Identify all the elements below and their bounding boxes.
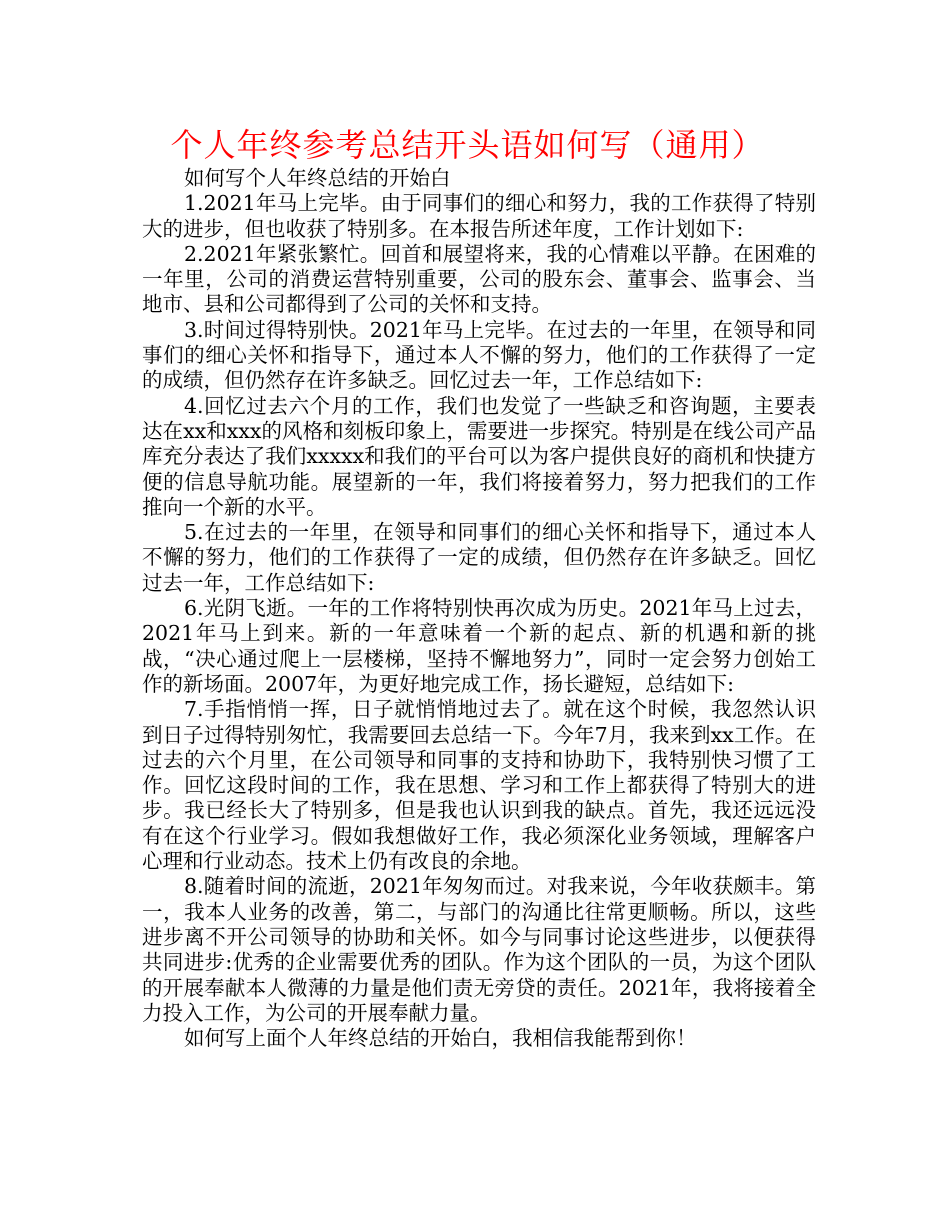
paragraph-7: 7.手指悄悄一挥，日子就悄悄地过去了。就在这个时候，我忽然认识到日子过得特别匆忙，我需要回去总结一下。今年7月，我来到xx工作。在过去的六个月里，在公司领导和同事的支持和协助下，我特别快习惯了工作。回忆这段时间的工作，我在思想、学习和工作上都获得了特别大的进步。我已经长大了特别多，但是我也认识到我的缺点。首先，我还远远没有在这个行业学习。假如我想做好工作，我必须深化业务领域，理解客户心理和行业动态。技术上仍有改良的余地。 [142, 697, 816, 874]
document-title: 个人年终参考总结开头语如何写（通用） [170, 126, 765, 164]
intro-paragraph: 如何写个人年终总结的开始白 [184, 166, 451, 190]
paragraph-8: 8.随着时间的流逝，2021年匆匆而过。对我来说，今年收获颇丰。第一，我本人业务的改善，第二，与部门的沟通比往常更顺畅。所以，这些进步离不开公司领导的协助和关怀。如今与同事讨论这些进步，以便获得共同进步:优秀的企业需要优秀的团队。作为这个团队的一员，为这个团队的开展奉献本人微薄的力量是他们责无旁贷的责任。2021年，我将接着全力投入工作，为公司的开展奉献力量。 [142, 874, 816, 1025]
closing-paragraph: 如何写上面个人年终总结的开始白，我相信我能帮到你！ [184, 1026, 697, 1051]
document-body [142, 166, 816, 1051]
paragraph-3: 3.时间过得特别快。2021年马上完毕。在过去的一年里，在领导和同事们的细心关怀和指导下，通过本人不懈的努力，他们的工作获得了一定的成绩，但仍然存在许多缺乏。回忆过去一年，工作总结如下: [142, 317, 816, 393]
paragraph-5: 5.在过去的一年里，在领导和同事们的细心关怀和指导下，通过本人不懈的努力，他们的工作获得了一定的成绩，但仍然存在许多缺乏。回忆过去一年，工作总结如下: [142, 520, 816, 595]
paragraph-6: 6.光阴飞逝。一年的工作将特别快再次成为历史。2021年马上过去，2021年马上到来。新的一年意味着一个新的起点、新的机遇和新的挑战，“决心通过爬上一层楼梯，坚持不懈地努力”，同时一定会努力创始工作的新场面。2007年，为更好地完成工作，扬长避短，总结如下: [142, 596, 816, 696]
paragraph-1: 1.2021年马上完毕。由于同事们的细心和努力，我的工作获得了特别大的进步，但也收获了特别多。在本报告所述年度，工作计划如下: [142, 191, 816, 241]
paragraph-4: 4.回忆过去六个月的工作，我们也发觉了一些缺乏和咨询题，主要表达在xx和xxx的风格和刻板印象上，需要进一步探究。特别是在线公司产品库充分表达了我们xxxxx和我们的平台可以为客户提供良好的商机和快捷方便的信息导航功能。展望新的一年，我们将接着努力，努力把我们的工作推向一个新的水平。 [142, 393, 816, 519]
paragraph-2: 2.2021年紧张繁忙。回首和展望将来，我的心情难以平静。在困难的一年里，公司的消费运营特别重要，公司的股东会、董事会、监事会、当地市、县和公司都得到了公司的关怀和支持。 [142, 241, 816, 317]
